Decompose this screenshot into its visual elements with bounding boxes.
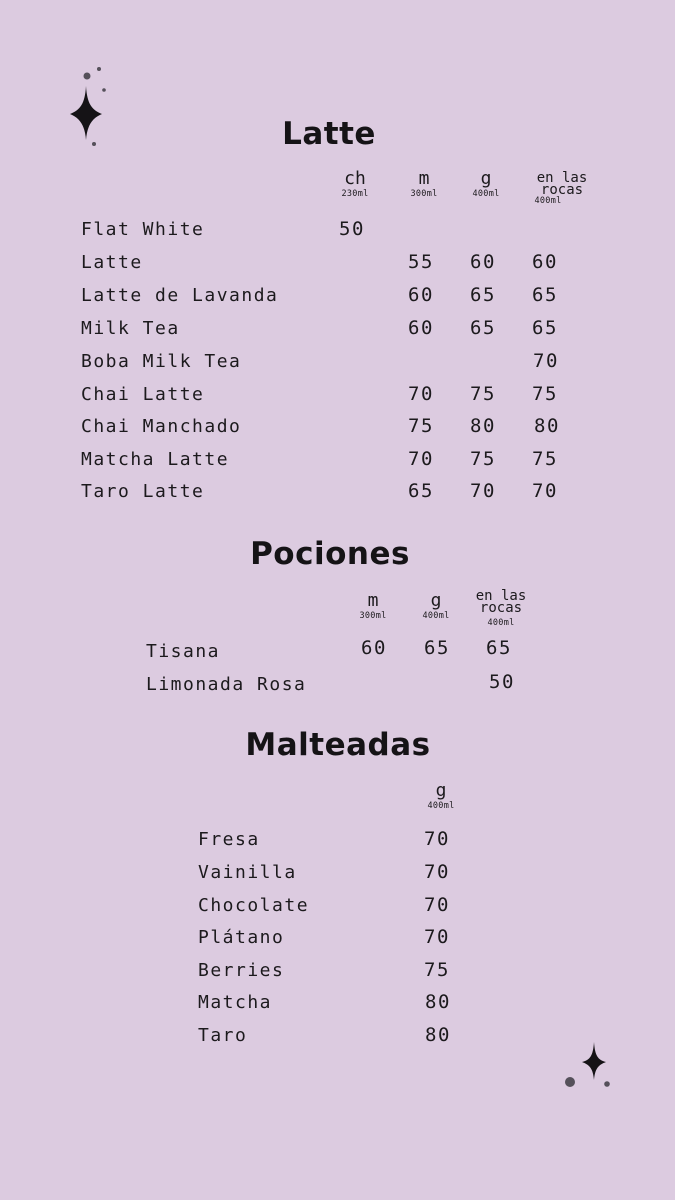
price-g: 60	[470, 251, 496, 273]
price-m: 75	[408, 415, 434, 437]
price-g: 65	[470, 284, 496, 306]
pociones-col-rocas	[476, 590, 527, 628]
price-m: 70	[408, 448, 434, 470]
col-volume: 400ml	[422, 611, 450, 621]
pociones-col-m	[359, 590, 387, 621]
col-label-line2: rocas	[479, 600, 523, 616]
menu-item: Chai Manchado	[81, 416, 242, 437]
price-rocas: 65	[532, 284, 558, 306]
latte-col-rocas	[534, 170, 588, 206]
col-volume: 400ml	[427, 801, 455, 811]
menu-item: Chai Latte	[81, 384, 205, 405]
price-rocas: 70	[532, 480, 558, 502]
price-m: 60	[361, 637, 387, 659]
latte-col-m	[410, 168, 438, 199]
menu-item: Tisana	[146, 641, 221, 662]
col-label-line2: rocas	[540, 182, 584, 198]
menu-item: Plátano	[198, 927, 285, 948]
pociones-col-g	[422, 590, 450, 621]
menu-item: Fresa	[198, 829, 260, 850]
price-rocas: 60	[532, 251, 558, 273]
menu-item: Latte de Lavanda	[81, 285, 279, 306]
price-g: 70	[424, 828, 450, 850]
price-m: 70	[408, 383, 434, 405]
price-g: 65	[470, 317, 496, 339]
sparkle-icon-top-left	[60, 60, 120, 150]
col-label: m	[418, 168, 430, 189]
col-label: m	[367, 590, 379, 611]
menu-item: Matcha	[198, 992, 273, 1013]
latte-col-ch	[341, 168, 369, 199]
price-g: 80	[425, 1024, 451, 1046]
menu-item: Flat White	[81, 219, 205, 240]
col-volume: 400ml	[487, 618, 515, 628]
price-g: 75	[470, 448, 496, 470]
col-volume: 400ml	[534, 196, 562, 206]
section-title-malteadas: Malteadas	[245, 727, 431, 763]
menu-item: Latte	[81, 252, 143, 273]
latte-col-g	[472, 168, 500, 199]
price-m: 60	[408, 284, 434, 306]
col-label-line1: en las	[475, 588, 527, 604]
menu-item: Milk Tea	[81, 318, 180, 339]
price-rocas: 65	[532, 317, 558, 339]
price-m: 65	[408, 480, 434, 502]
price-rocas: 80	[534, 415, 560, 437]
section-title-latte: Latte	[282, 116, 376, 152]
price-m: 60	[408, 317, 434, 339]
col-label-line1: en las	[536, 170, 588, 186]
menu-item: Vainilla	[198, 862, 297, 883]
price-m: 55	[408, 251, 434, 273]
price-g: 75	[470, 383, 496, 405]
price-g: 75	[424, 959, 450, 981]
menu-item: Limonada Rosa	[146, 674, 307, 695]
menu-item: Berries	[198, 960, 285, 981]
col-label: g	[480, 168, 492, 189]
price-g: 70	[424, 861, 450, 883]
price-g: 70	[470, 480, 496, 502]
menu-item: Taro	[198, 1025, 248, 1046]
col-volume: 300ml	[359, 611, 387, 621]
price-g: 65	[424, 637, 450, 659]
col-volume: 230ml	[341, 189, 369, 199]
price-g: 80	[470, 415, 496, 437]
col-label: g	[430, 590, 442, 611]
col-label: g	[435, 780, 447, 801]
price-g: 70	[424, 926, 450, 948]
price-ch: 50	[339, 218, 365, 240]
menu-item: Matcha Latte	[81, 449, 230, 470]
price-rocas: 70	[533, 350, 559, 372]
col-volume: 400ml	[472, 189, 500, 199]
price-g: 70	[424, 894, 450, 916]
section-title-pociones: Pociones	[250, 536, 410, 572]
price-rocas: 50	[489, 671, 515, 693]
price-g: 80	[425, 991, 451, 1013]
menu-item: Boba Milk Tea	[81, 351, 242, 372]
price-rocas: 75	[532, 448, 558, 470]
menu-item: Taro Latte	[81, 481, 205, 502]
col-label: ch	[344, 168, 366, 189]
price-rocas: 65	[486, 637, 512, 659]
col-volume: 300ml	[410, 189, 438, 199]
price-rocas: 75	[532, 383, 558, 405]
sparkle-icon-bottom-right	[560, 1038, 620, 1098]
menu-item: Chocolate	[198, 895, 310, 916]
malteadas-col-g	[427, 780, 455, 811]
